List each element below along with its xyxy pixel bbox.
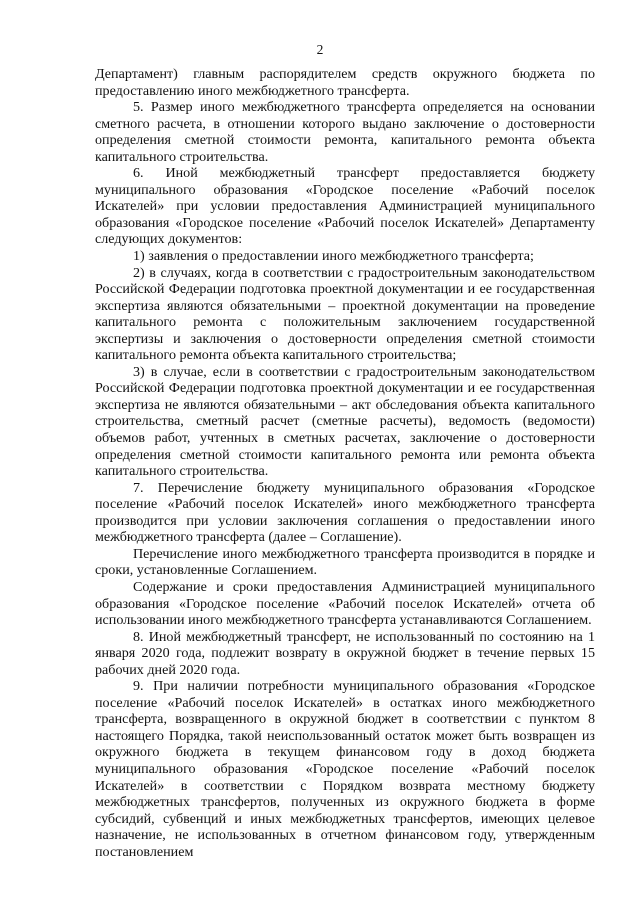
- paragraph-subitem-3: 3) в случае, если в соответствии с градостроительным законодательством Российской Федерации подготовка проектной документации и ее государственная экспертиза не являются обязательными – акт обследования объекта капитального строительства, сметный расчет (сметные расчеты), ведомость (ведомости) объемов работ, учтенных в сметных расчетах, заключение о достоверности определения сметной стоимости капитального ремонта или ремонта объекта капитального строительства.: [95, 363, 595, 480]
- paragraph-subitem-2: 2) в случаях, когда в соответствии с градостроительным законодательством Российской Федерации подготовка проектной документации и ее государственная экспертиза являются обязательными – проектной документации на проведение капитального ремонта с положительным заключением государственной экспертизы и заключения о достоверности определения сметной стоимости капитального ремонта объекта капитального строительства;: [95, 264, 595, 364]
- paragraph-item-8: 8. Иной межбюджетный трансферт, не использованный по состоянию на 1 января 2020 года, подлежит возврату в окружной бюджет в течение первых 15 рабочих дней 2020 года.: [95, 628, 595, 678]
- paragraph-item-9: 9. При наличии потребности муниципального образования «Городское поселение «Рабочий поселок Искателей» в остатках иного межбюджетного трансферта, возвращенного в окружной бюджет в соответствии с пунктом 8 настоящего Порядка, такой неиспользованный остаток может быть возвращен из окружного бюджета в текущем финансовом году в доход бюджета муниципального образования «Городское поселение «Рабочий поселок Искателей» в соответствии с Порядком возврата местному бюджету межбюджетных трансфертов, полученных из окружного бюджета в форме субсидий, субвенций и иных межбюджетных трансфертов, имеющих целевое назначение, не использованных в отчетном финансовом году, утвержденным постановлением: [95, 678, 595, 860]
- paragraph-item-6: 6. Иной межбюджетный трансферт предоставляется бюджету муниципального образования «Городское поселение «Рабочий поселок Искателей» при условии предоставления Администрацией муниципального образования «Городское поселение «Рабочий поселок Искателей» Департаменту следующих документов:: [95, 165, 595, 248]
- page-number: 2: [316, 42, 324, 57]
- paragraph-continuation: Департамент) главным распорядителем средств окружного бюджета по предоставлению иного межбюджетного трансферта.: [95, 66, 595, 99]
- paragraph-item-7: 7. Перечисление бюджету муниципального образования «Городское поселение «Рабочий поселок Искателей» иного межбюджетного трансферта производится при условии заключения соглашения о предоставлении иного межбюджетного трансферта (далее – Соглашение).: [95, 479, 595, 546]
- paragraph-item-5: 5. Размер иного межбюджетного трансферта определяется на основании сметного расчета, в отношении которого выдано заключение о достоверности определения сметной стоимости ремонта, капитального ремонта объекта капитального строительства.: [95, 99, 595, 165]
- paragraph-subitem-1: 1) заявления о предоставлении иного межбюджетного трансферта;: [133, 248, 534, 265]
- paragraph-transfer-terms: Перечисление иного межбюджетного трансферта производится в порядке и сроки, установленные Соглашением.: [95, 545, 595, 579]
- document-body: [95, 66, 595, 860]
- paragraph-report-terms: Содержание и сроки предоставления Администрацией муниципального образования «Городское поселение «Рабочий поселок Искателей» отчета об использовании иного межбюджетного трансферта устанавливаются Соглашением.: [95, 578, 595, 629]
